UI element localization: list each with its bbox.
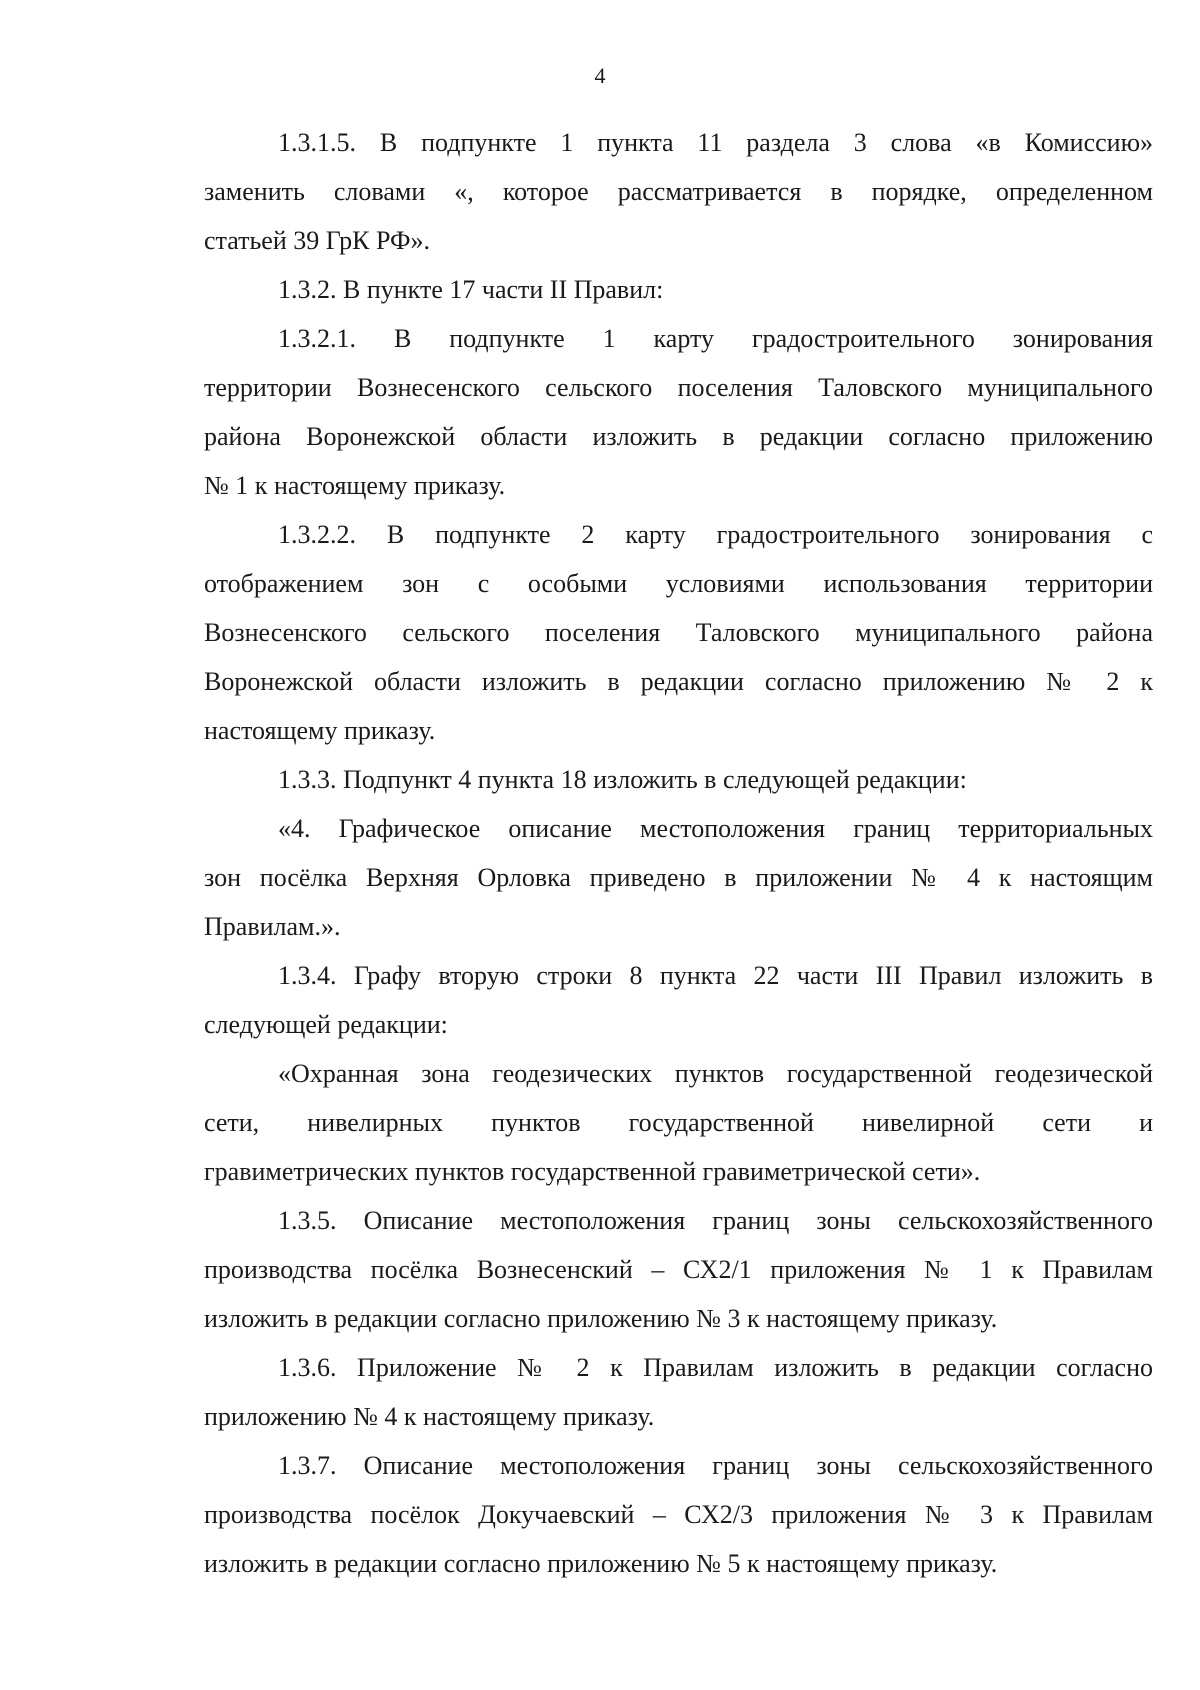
text-line: статьей 39 ГрК РФ». — [204, 226, 431, 255]
paragraph-1-3-2 — [204, 265, 1153, 314]
paragraph-1-3-4 — [204, 951, 1153, 1049]
text-line: Правилам.». — [204, 912, 341, 941]
text-line: приложению № 4 к настоящему приказу. — [204, 1402, 655, 1431]
text-line: «Охранная зона геодезических пунктов государственной геодезической — [278, 1059, 1153, 1088]
text-line: изложить в редакции согласно приложению № 3 к настоящему приказу. — [204, 1304, 998, 1333]
text-line: зон посёлка Верхняя Орловка приведено в приложении № 4 к настоящим — [204, 863, 1153, 892]
text-line: сети, нивелирных пунктов государственной нивелирной сети и — [204, 1108, 1153, 1137]
text-line: заменить словами «, которое рассматривается в порядке, определенном — [204, 177, 1153, 206]
text-line: изложить в редакции согласно приложению № 5 к настоящему приказу. — [204, 1549, 998, 1578]
paragraph-1-3-5 — [204, 1196, 1153, 1343]
text-line: 1.3.2.2. В подпункте 2 карту градостроительного зонирования с — [278, 520, 1153, 549]
text-line: «4. Графическое описание местоположения границ территориальных — [278, 814, 1153, 843]
text-line: Вознесенского сельского поселения Таловского муниципального района — [204, 618, 1153, 647]
paragraph-1-3-1-5 — [204, 118, 1153, 265]
text-line: 1.3.6. Приложение № 2 к Правилам изложить в редакции согласно — [278, 1353, 1153, 1382]
text-line: 1.3.2. В пункте 17 части II Правил: — [278, 275, 664, 304]
text-line: района Воронежской области изложить в редакции согласно приложению — [204, 422, 1153, 451]
text-line: производства посёлка Вознесенский – СХ2/1 приложения № 1 к Правилам — [204, 1255, 1153, 1284]
paragraph-1-3-2-1 — [204, 314, 1153, 510]
paragraph-quote-4 — [204, 804, 1153, 951]
paragraph-1-3-6 — [204, 1343, 1153, 1441]
text-line: 1.3.7. Описание местоположения границ зоны сельскохозяйственного — [278, 1451, 1153, 1480]
text-line: гравиметрических пунктов государственной гравиметрической сети». — [204, 1157, 981, 1186]
text-line: 1.3.3. Подпункт 4 пункта 18 изложить в следующей редакции: — [278, 765, 967, 794]
text-line: 1.3.1.5. В подпункте 1 пункта 11 раздела 3 слова «в Комиссию» — [278, 128, 1153, 157]
paragraph-quote-protected-zone — [204, 1049, 1153, 1196]
text-line: следующей редакции: — [204, 1010, 448, 1039]
paragraph-1-3-7 — [204, 1441, 1153, 1588]
text-line: 1.3.5. Описание местоположения границ зоны сельскохозяйственного — [278, 1206, 1153, 1235]
paragraph-1-3-3 — [204, 755, 1153, 804]
text-line: Воронежской области изложить в редакции согласно приложению № 2 к — [204, 667, 1153, 696]
text-line: отображением зон с особыми условиями использования территории — [204, 569, 1153, 598]
text-line: производства посёлок Докучаевский – СХ2/3 приложения № 3 к Правилам — [204, 1500, 1153, 1529]
page-number: 4 — [594, 63, 606, 88]
paragraph-1-3-2-2 — [204, 510, 1153, 755]
text-line: 1.3.4. Графу вторую строки 8 пункта 22 части III Правил изложить в — [278, 961, 1153, 990]
text-line: 1.3.2.1. В подпункте 1 карту градостроительного зонирования — [278, 324, 1153, 353]
text-line: территории Вознесенского сельского поселения Таловского муниципального — [204, 373, 1153, 402]
text-line: № 1 к настоящему приказу. — [204, 471, 506, 500]
document-body — [204, 118, 1153, 1588]
text-line: настоящему приказу. — [204, 716, 436, 745]
